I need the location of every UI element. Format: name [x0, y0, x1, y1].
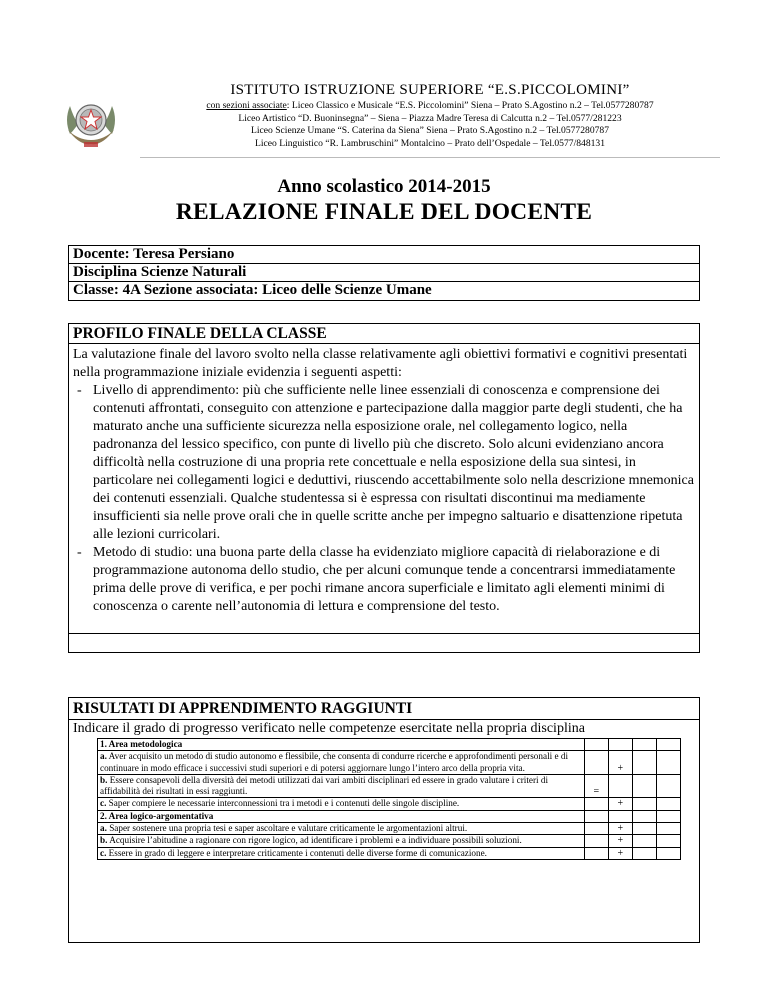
- progress-cell-c1: [584, 810, 608, 822]
- learning-level-item: [73, 382, 695, 544]
- competence-description: Saper compiere le necessarie interconnessioni tra i metodi e i contenuti delle singole discipline.: [106, 798, 460, 809]
- competence-description: Essere in grado di leggere e interpretare criticamente i contenuti delle diverse forme di comunicazione.: [106, 847, 487, 858]
- learning-results-subheading: Indicare il grado di progresso verificato nelle competenze esercitate nella propria disciplina: [73, 721, 585, 736]
- progress-cell-c4: [656, 835, 680, 847]
- teacher-row: Docente: Teresa Persiano: [69, 246, 699, 264]
- teacher-info-table: [68, 245, 700, 301]
- bullet-dash: -: [77, 383, 82, 398]
- area-heading-row: [98, 810, 681, 822]
- section-line-1-text: : Liceo Classico e Musicale “E.S. Piccolomini” Siena – Prato S.Agostino n.2 – Tel.0577280787: [286, 100, 654, 111]
- competence-row: [98, 823, 681, 835]
- header-divider: [140, 157, 720, 158]
- progress-cell-c2: +: [608, 751, 632, 775]
- competence-row: [98, 847, 681, 859]
- progress-cell-c3: [632, 774, 656, 798]
- section-line-2: Liceo Artistico “D. Buoninsegna” – Siena – Piazza Madre Teresa di Calcutta n.2 – Tel.0577/281223: [238, 112, 622, 124]
- italian-republic-emblem-icon: [60, 90, 122, 152]
- progress-cell-c2: +: [608, 847, 632, 859]
- progress-cell-c1: [584, 798, 608, 810]
- competence-text: [98, 751, 585, 775]
- progress-cell-c3: [632, 798, 656, 810]
- area-heading-row: [98, 739, 681, 751]
- progress-cell-c1: =: [584, 774, 608, 798]
- competence-letter: b.: [100, 835, 108, 846]
- competences-table: [97, 738, 681, 860]
- progress-cell-c2: +: [608, 798, 632, 810]
- class-profile-body: [69, 344, 699, 634]
- competence-description: Essere consapevoli della diversità dei metodi utilizzati dai vari ambiti disciplinari ed essere in grado valutare i criteri di affidabilità dei risultati in essi raggiunti.: [100, 774, 549, 797]
- class-profile-heading: PROFILO FINALE DELLA CLASSE: [69, 324, 699, 344]
- progress-cell-c3: [632, 835, 656, 847]
- section-prefix: con sezioni associate: [206, 100, 287, 111]
- document-title: RELAZIONE FINALE DEL DOCENTE: [175, 199, 593, 225]
- progress-cell-c3: [632, 810, 656, 822]
- competence-row: [98, 835, 681, 847]
- learning-results-heading: RISULTATI DI APPRENDIMENTO RAGGIUNTI: [69, 698, 699, 720]
- progress-cell-c1: [584, 823, 608, 835]
- competence-description: 1. Area metodologica: [100, 739, 183, 749]
- competence-letter: a.: [100, 823, 107, 834]
- competence-letter: b.: [100, 774, 108, 785]
- progress-cell-c3: [632, 751, 656, 775]
- competence-row: [98, 751, 681, 775]
- progress-cell-c2: +: [608, 835, 632, 847]
- study-method-text: Metodo di studio: una buona parte della classe ha evidenziato migliore capacità di rielaborazione e di programmazione autonoma dello studio, che per alcuni comunque tende a concentrarsi immediatamente prima delle prove di verifica, e per pochi rimane ancora superficiale e limitato agli elementi minimi di conoscenza o carente nell’autonomia di lettura e comprensione del testo.: [93, 545, 676, 614]
- competence-description: 2. Area logico-argomentativa: [100, 810, 214, 821]
- class-profile-section: [68, 323, 700, 653]
- section-line-1: [140, 100, 720, 113]
- progress-cell-c4: [656, 847, 680, 859]
- institute-sections: [140, 100, 720, 150]
- progress-cell-c4: [656, 751, 680, 775]
- competence-text: [98, 798, 585, 810]
- progress-cell-c3: [632, 823, 656, 835]
- progress-cell-c4: [656, 810, 680, 822]
- competence-letter: a.: [100, 751, 107, 762]
- section-line-3: Liceo Scienze Umane “S. Caterina da Siena” Siena – Prato S.Agostino n.2 – Tel.0577280787: [250, 125, 610, 136]
- learning-results-section: [68, 697, 700, 943]
- learning-level-text: Livello di apprendimento: più che sufficiente nelle linee essenziali di conoscenza e comprensione dei contenuti affrontati, conseguito con attenzione e partecipazione dalla maggior parte degli studenti, che ha maturato anche una sufficiente sicurezza nella esposizione orale, nel collegamento logico, nella padronanza del lessico specifico, con punte di livello più che discreto. Solo alcuni evidenziano ancora difficoltà nella costruzione di una propria rete concettuale e nella esposizione della sua sintesi, in particolare nei collegamenti logici e deduttivi, riuscendo accettabilmente solo nella descrizione mnemonica dei contenuti essenziali. Qualche studentessa si è espressa con risultati discontinui ma mediamente insufficienti sia nelle prove orali che in quelle scritte anche per impegno saltuario e disattenzione ripetuta alle lezioni curricolari.: [93, 383, 694, 542]
- class-row: Classe: 4A Sezione associata: Liceo delle Scienze Umane: [73, 282, 432, 298]
- progress-cell-c3: [632, 739, 656, 751]
- area-title: [98, 739, 585, 751]
- progress-cell-c1: [584, 847, 608, 859]
- competence-text: [98, 774, 585, 798]
- progress-cell-c3: [632, 847, 656, 859]
- progress-cell-c4: [656, 739, 680, 751]
- progress-cell-c2: +: [608, 823, 632, 835]
- competence-description: Saper sostenere una propria tesi e saper ascoltare e valutare criticamente le argomentazioni altrui.: [106, 823, 468, 834]
- progress-cell-c4: [656, 798, 680, 810]
- progress-cell-c2: [608, 774, 632, 798]
- competence-text: [98, 823, 585, 835]
- progress-cell-c4: [656, 823, 680, 835]
- progress-cell-c1: [584, 751, 608, 775]
- competence-text: [98, 835, 585, 847]
- bullet-dash: -: [77, 545, 82, 560]
- study-method-item: [73, 544, 695, 616]
- class-profile-empty-row: [69, 634, 699, 652]
- progress-cell-c1: [584, 739, 608, 751]
- institute-name: ISTITUTO ISTRUZIONE SUPERIORE “E.S.PICCOLOMINI”: [230, 82, 630, 98]
- area-title: [98, 810, 585, 822]
- competence-row: [98, 774, 681, 798]
- competence-description: Aver acquisito un metodo di studio autonomo e flessibile, che consenta di condurre ricerche e approfondimenti personali e di continuare in modo efficace i successivi studi superiori e di potersi aggiornare lungo l’intero arco della propria vita.: [100, 751, 569, 773]
- competence-text: [98, 847, 585, 859]
- section-line-4: Liceo Linguistico “R. Lambruschini” Montalcino – Prato dell’Ospedale – Tel.0577/848131: [254, 137, 606, 149]
- progress-cell-c1: [584, 835, 608, 847]
- competence-letter: c.: [100, 847, 107, 858]
- school-year: Anno scolastico 2014-2015: [277, 176, 491, 197]
- competence-row: [98, 798, 681, 810]
- competence-description: Acquisire l’abitudine a ragionare con rigore logico, ad identificare i problemi e a individuare possibili soluzioni.: [107, 835, 522, 846]
- progress-cell-c4: [656, 774, 680, 798]
- competence-letter: c.: [100, 798, 107, 809]
- class-profile-intro: La valutazione finale del lavoro svolto nella classe relativamente agli obiettivi formativi e cognitivi presentati nella programmazione iniziale evidenzia i seguenti aspetti:: [73, 347, 688, 380]
- progress-cell-c2: [608, 739, 632, 751]
- progress-cell-c2: [608, 810, 632, 822]
- subject-row: Disciplina Scienze Naturali: [69, 264, 699, 282]
